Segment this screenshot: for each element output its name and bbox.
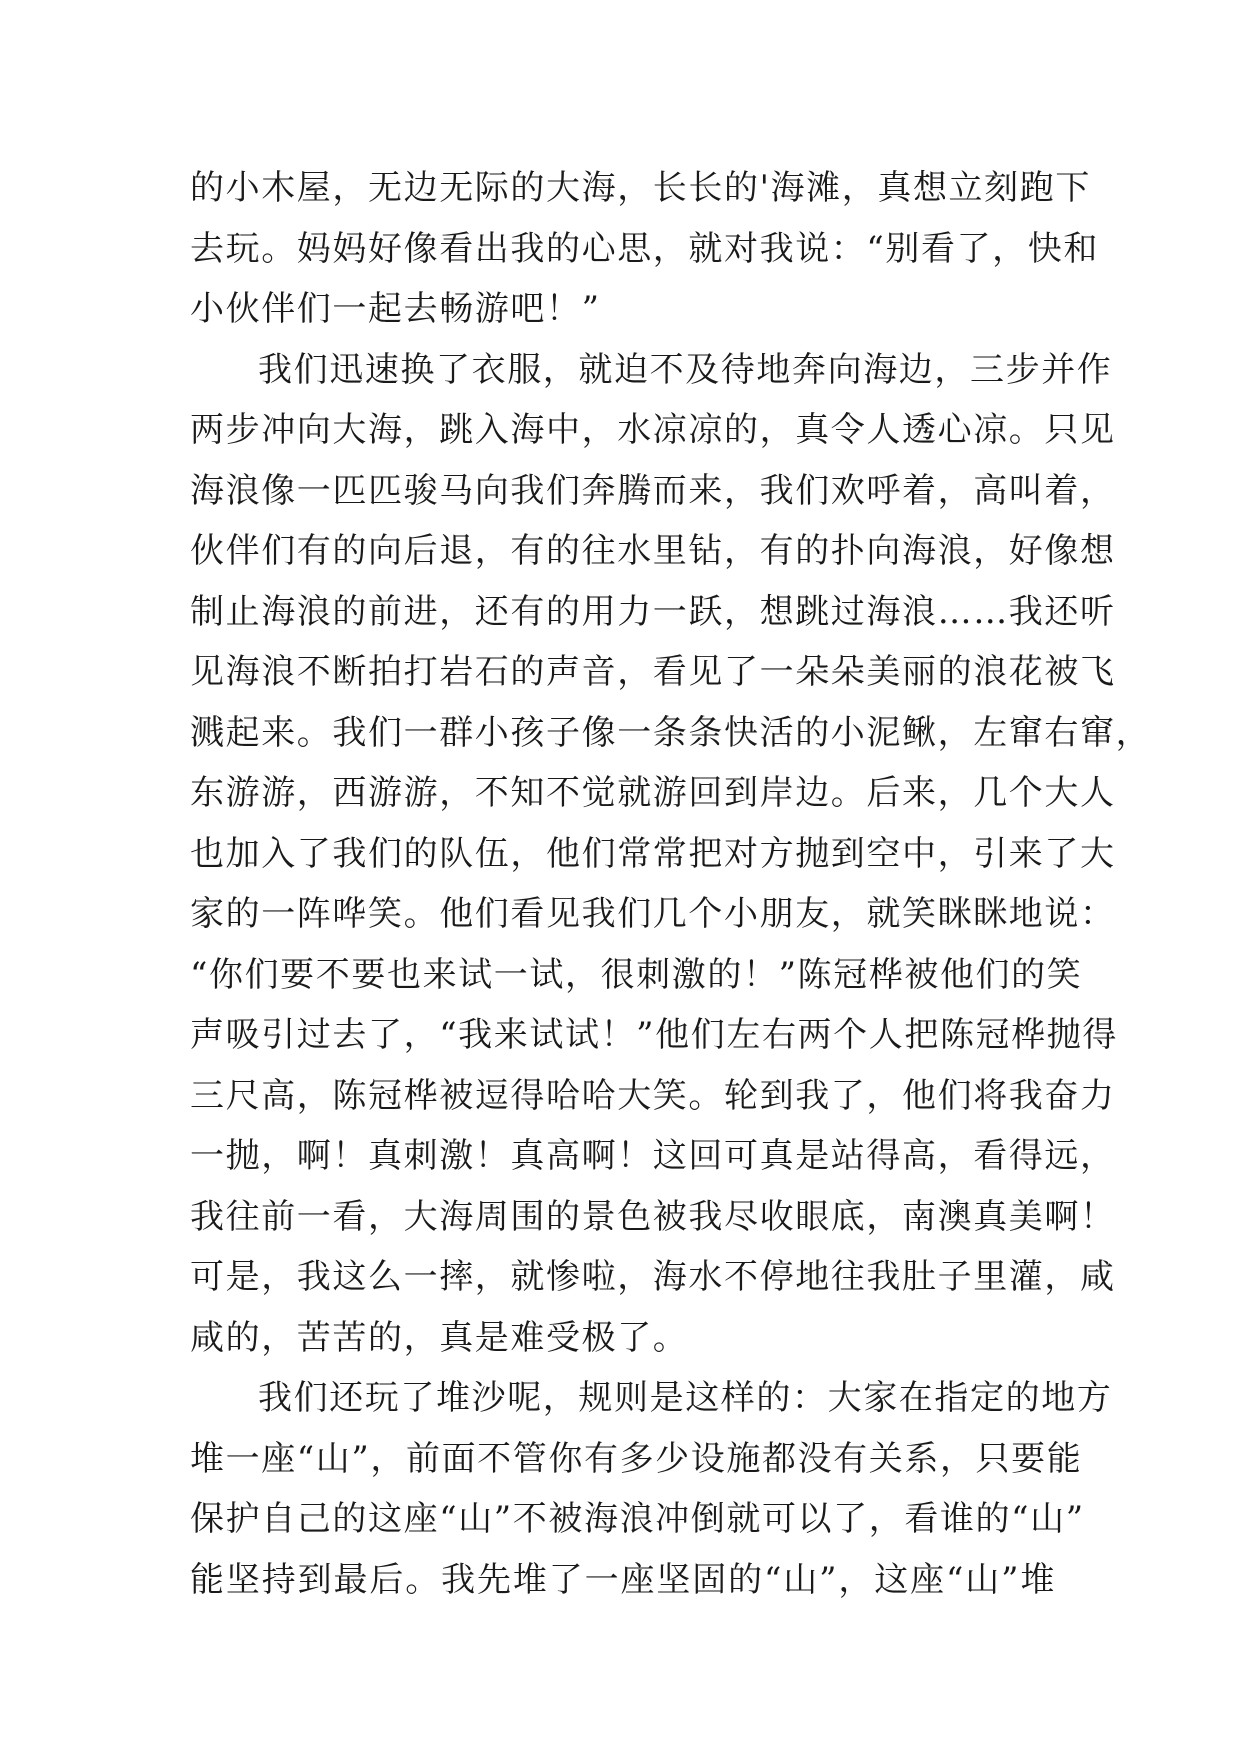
text-line: 小伙伴们一起去畅游吧！”	[190, 289, 601, 329]
text-line: 可是，我这么一摔，就惨啦，海水不停地往我肚子里灌，咸	[190, 1257, 1116, 1297]
text-line: 一抛，啊！真刺激！真高啊！这回可真是站得高，看得远，	[190, 1136, 1116, 1176]
paragraph-first-line: 我们迅速换了衣服，就迫不及待地奔向海边，三步并作	[258, 349, 1113, 390]
text-line: 能坚持到最后。我先堆了一座坚固的“山”，这座“山”堆	[190, 1559, 1056, 1600]
text-line: 溅起来。我们一群小孩子像一条条快活的小泥鳅，左窜右窜，	[190, 712, 1152, 753]
text-line: 见海浪不断拍打岩石的声音，看见了一朵朵美丽的浪花被飞	[190, 652, 1116, 692]
text-line: 两步冲向大海，跳入海中，水凉凉的，真令人透心凉。只见	[190, 410, 1116, 450]
text-line: 的小木屋，无边无际的大海，长长的'海滩，真想立刻跑下	[190, 168, 1091, 208]
text-line: 三尺高，陈冠桦被逗得哈哈大笑。轮到我了，他们将我奋力	[190, 1075, 1116, 1116]
text-line: 保护自己的这座“山”不被海浪冲倒就可以了，看谁的“山”	[190, 1499, 1085, 1539]
text-line: 也加入了我们的队伍，他们常常把对方抛到空中，引来了大	[190, 833, 1116, 874]
text-line: 堆一座“山”，前面不管你有多少设施都没有关系，只要能	[190, 1438, 1083, 1479]
text-line: “你们要不要也来试一试，很刺激的！”陈冠桦被他们的笑	[190, 954, 1083, 995]
text-line: 去玩。妈妈好像看出我的心思，就对我说：“别看了，快和	[190, 228, 1099, 269]
text-line: 海浪像一匹匹骏马向我们奔腾而来，我们欢呼着，高叫着，	[190, 470, 1116, 511]
text-line: 东游游，西游游，不知不觉就游回到岸边。后来，几个大人	[190, 773, 1116, 813]
paragraph-first-line: 我们还玩了堆沙呢，规则是这样的：大家在指定的地方	[258, 1378, 1113, 1418]
text-line: 伙伴们有的向后退，有的往水里钻，有的扑向海浪，好像想	[190, 531, 1116, 571]
text-line: 声吸引过去了，“我来试试！”他们左右两个人把陈冠桦抛得	[190, 1015, 1118, 1055]
text-line: 我往前一看，大海周围的景色被我尽收眼底，南澳真美啊！	[190, 1196, 1116, 1237]
text-line: 制止海浪的前进，还有的用力一跃，想跳过海浪……我还听	[190, 591, 1116, 632]
document-body	[190, 158, 1152, 1610]
text-line: 家的一阵哗笑。他们看见我们几个小朋友，就笑眯眯地说：	[190, 894, 1116, 934]
text-line: 咸的，苦苦的，真是难受极了。	[190, 1317, 689, 1358]
